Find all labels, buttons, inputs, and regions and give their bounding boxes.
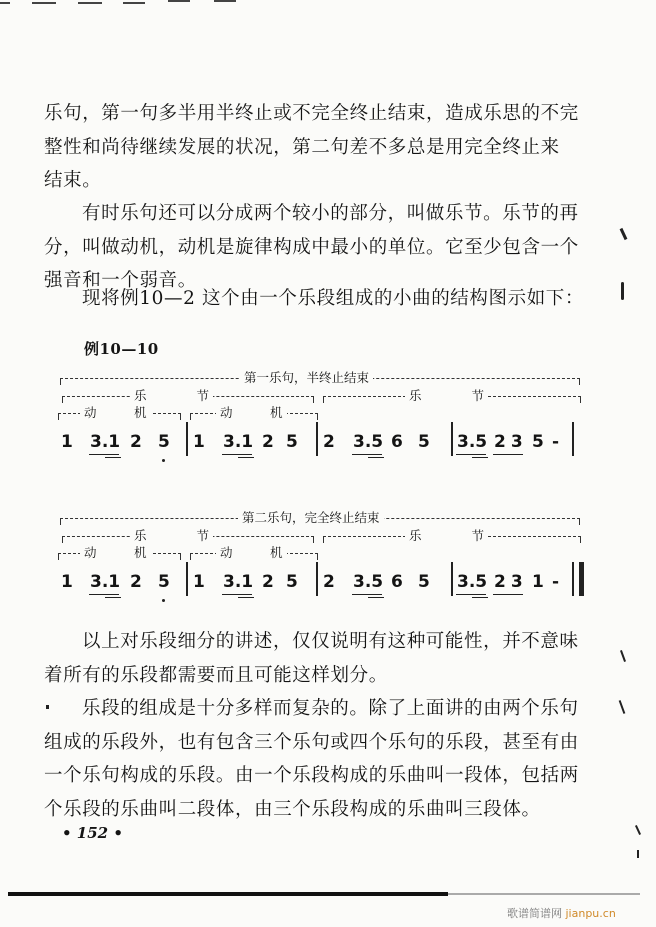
note: 6 [391, 432, 403, 452]
scan-speck [620, 650, 626, 662]
note: 3.1 [90, 432, 121, 452]
text-line: 乐句，第一句多半用半终止或不完全终止结束，造成乐思的不完 [44, 103, 579, 124]
bottom-rule-faded [448, 893, 640, 895]
note: - [552, 432, 560, 452]
watermark [507, 905, 616, 921]
bottom-rule [8, 892, 448, 896]
note: 1 [193, 432, 205, 452]
motive-bracket-2 [190, 545, 318, 563]
note: 5 [418, 572, 430, 592]
music-staff-1 [58, 372, 588, 482]
note: 5 [418, 432, 430, 452]
motive-label: 动 机 [216, 543, 287, 561]
paragraph-3 [44, 282, 584, 316]
section-label: 乐 节 [130, 526, 213, 544]
example-label: 例10—10 [84, 340, 159, 358]
page-number: • 152 • [62, 824, 123, 842]
note: 23 [494, 572, 528, 592]
section-bracket-right [323, 528, 581, 546]
text-line: 有时乐句还可以分成两个较小的部分，叫做乐节。乐节的再 [82, 203, 579, 224]
note: 5 [532, 432, 544, 452]
watermark-site: jianpu.cn [565, 907, 616, 920]
motive-label: 动 机 [216, 403, 287, 421]
note: 2 [262, 432, 274, 452]
note: 23 [494, 432, 528, 452]
text-line: 整性和尚待继续发展的状况，第二句差不多总是用完全终止来 [44, 136, 560, 158]
note: 3.5 [457, 572, 488, 592]
motive-bracket-1 [58, 405, 181, 423]
note: 2 [130, 572, 142, 592]
note: - [552, 572, 560, 592]
scan-speck [620, 228, 628, 240]
scan-speck [619, 700, 626, 714]
music-staff-2 [58, 512, 588, 622]
motive-bracket-2 [190, 405, 318, 423]
note: 5 [158, 572, 170, 592]
note: 1 [61, 432, 73, 452]
watermark-text: 歌谱简谱网 [507, 907, 562, 920]
text-line: 乐段的组成是十分多样而复杂的。除了上面讲的由两个乐句 [82, 698, 579, 719]
note: 3.1 [223, 572, 254, 592]
paragraph-5 [44, 692, 584, 826]
note: 2 [262, 572, 274, 592]
note: 5 [286, 432, 298, 452]
note: 1 [193, 572, 205, 592]
note: 5 [158, 432, 170, 452]
top-edge-marks [0, 0, 656, 6]
scan-speck [621, 282, 624, 300]
scan-speck [46, 705, 49, 709]
note: 3.5 [353, 572, 384, 592]
text-line: 个乐段的乐曲叫二段体，由三个乐段构成的乐曲叫三段体。 [44, 798, 541, 820]
note: 3.1 [90, 572, 121, 592]
text-line: 组成的乐段外，也有包含三个乐句或四个乐句的乐段，甚至有由 [44, 731, 579, 753]
note: 2 [323, 572, 335, 592]
text-line: 着所有的乐段都需要而且可能这样划分。 [44, 664, 388, 686]
paragraph-1 [44, 97, 584, 198]
section-label: 乐 节 [405, 526, 488, 544]
phrase-label: 第一乐句，半终止结束 [240, 368, 373, 386]
text-line: 强音和一个弱音。 [44, 270, 197, 291]
scan-speck [635, 825, 641, 835]
motive-bracket-1 [58, 545, 181, 563]
motive-label: 动 机 [80, 403, 151, 421]
paragraph-4 [44, 625, 584, 692]
note: 5 [286, 572, 298, 592]
text-line: 一个乐句构成的乐段。由一个乐段构成的乐曲叫一段体，包括两 [44, 765, 579, 786]
section-label: 乐 节 [130, 386, 213, 404]
note: 1 [532, 572, 544, 592]
scan-speck [637, 850, 639, 858]
text-line: 分，叫做动机，动机是旋律构成中最小的单位。它至少包含一个 [44, 236, 579, 258]
note: 3.5 [457, 432, 488, 452]
note: 3.1 [223, 432, 254, 452]
note: 1 [61, 572, 73, 592]
section-bracket-right [323, 388, 581, 406]
text-line: 以上对乐段细分的讲述，仅仅说明有这种可能性，并不意味 [82, 631, 579, 652]
notes-row [58, 568, 588, 600]
text-line: 结束。 [44, 170, 102, 191]
note: 6 [391, 572, 403, 592]
note: 3.5 [353, 432, 384, 452]
notes-row [58, 428, 588, 460]
note: 2 [130, 432, 142, 452]
phrase-label: 第二乐句，完全终止结束 [238, 508, 384, 526]
note: 2 [323, 432, 335, 452]
text-line: 现将例10—2 这个由一个乐段组成的小曲的结构图示如下： [82, 288, 584, 309]
motive-label: 动 机 [80, 543, 151, 561]
section-label: 乐 节 [405, 386, 488, 404]
